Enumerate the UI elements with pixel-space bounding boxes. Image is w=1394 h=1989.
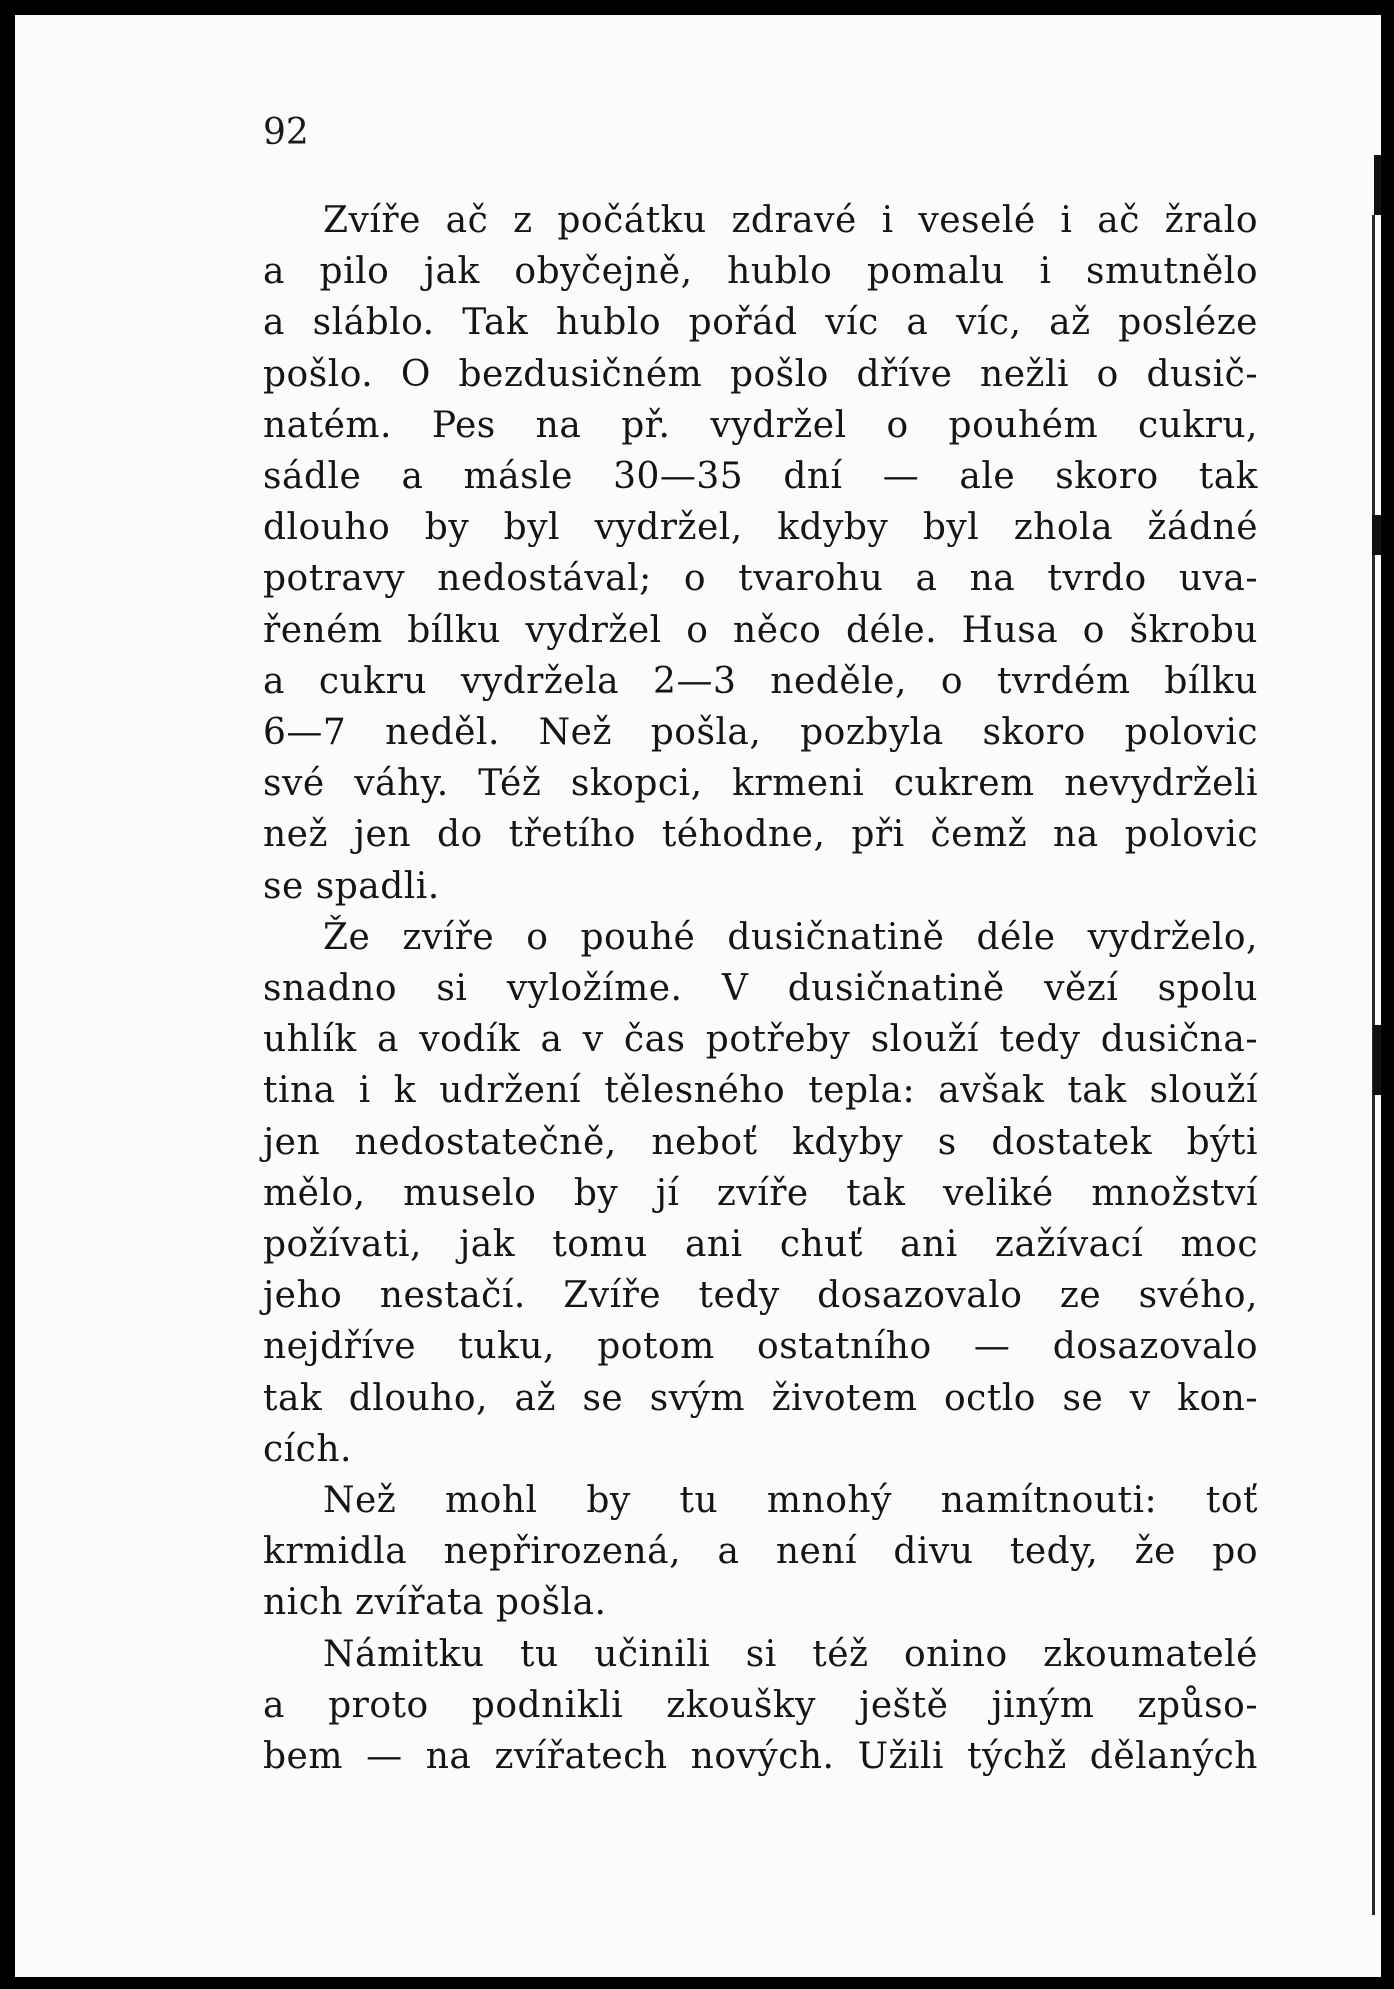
- text-line: se spadli.: [263, 865, 440, 907]
- text-line: Zvíře ač z počátku zdravé i veselé i ač žralo: [323, 200, 1258, 241]
- text-line: 6—7 neděl. Než pošla, pozbyla skoro polovic: [263, 712, 1258, 754]
- text-line: Námitku tu učinili si též onino zkoumatelé: [323, 1633, 1258, 1675]
- text-line: tina i k udržení tělesného tepla: avšak tak slouží: [263, 1070, 1258, 1112]
- text-line: své váhy. Též skopci, krmeni cukrem nevydrželi: [263, 763, 1258, 805]
- text-line: pošlo. O bezdusičném pošlo dříve nežli o dusič-: [263, 353, 1258, 395]
- text-line: sádle a másle 30—35 dní — ale skoro tak: [263, 456, 1258, 498]
- text-line: jeho nestačí. Zvíře tedy dosazovalo ze svého,: [263, 1275, 1258, 1317]
- text-line: natém. Pes na př. vydržel o pouhém cukru,: [263, 404, 1258, 446]
- text-line: požívati, jak tomu ani chuť ani zažívací moc: [263, 1224, 1258, 1266]
- text-line: potravy nedostával; o tvarohu a na tvrdo uva-: [263, 558, 1258, 600]
- text-line: a pilo jak obyčejně, hublo pomalu i smutnělo: [263, 251, 1258, 293]
- binding-mark: [1373, 1025, 1381, 1095]
- text-line: snadno si vyložíme. V dusičnatině vězí spolu: [263, 968, 1258, 1010]
- text-line: řeném bílku vydržel o něco déle. Husa o škrobu: [263, 609, 1258, 651]
- text-line: bem — na zvířatech nových. Užili týchž dělaných: [263, 1736, 1258, 1778]
- text-line: cích.: [263, 1428, 352, 1470]
- body-text: [263, 195, 1258, 1782]
- text-line: a proto podnikli zkoušky ještě jiným způso-: [263, 1684, 1258, 1726]
- text-line: a cukru vydržela 2—3 neděle, o tvrdém bílku: [263, 660, 1258, 702]
- text-line: nich zvířata pošla.: [263, 1582, 607, 1624]
- text-line: Že zvíře o pouhé dusičnatině déle vydrželo,: [323, 916, 1258, 958]
- binding-mark: [1372, 515, 1381, 555]
- book-page: [15, 15, 1381, 1977]
- binding-mark: [1374, 155, 1381, 215]
- text-line: nejdříve tuku, potom ostatního — dosazovalo: [263, 1326, 1258, 1368]
- text-line: tak dlouho, až se svým životem octlo se v kon-: [263, 1377, 1258, 1419]
- text-line: a sláblo. Tak hublo pořád víc a víc, až posléze: [263, 302, 1258, 344]
- text-line: jen nedostatečně, neboť kdyby s dostatek býti: [263, 1121, 1258, 1163]
- text-line: dlouho by byl vydržel, kdyby byl zhola žádné: [263, 507, 1258, 549]
- text-line: krmidla nepřirozená, a není divu tedy, že po: [263, 1531, 1258, 1573]
- text-line: Než mohl by tu mnohý namítnouti: toť: [323, 1480, 1258, 1522]
- text-line: než jen do třetího téhodne, při čemž na polovic: [263, 814, 1258, 856]
- text-line: mělo, muselo by jí zvíře tak veliké množství: [263, 1172, 1258, 1214]
- page-number: 92: [263, 112, 309, 153]
- text-line: uhlík a vodík a v čas potřeby slouží tedy dusična-: [263, 1019, 1258, 1061]
